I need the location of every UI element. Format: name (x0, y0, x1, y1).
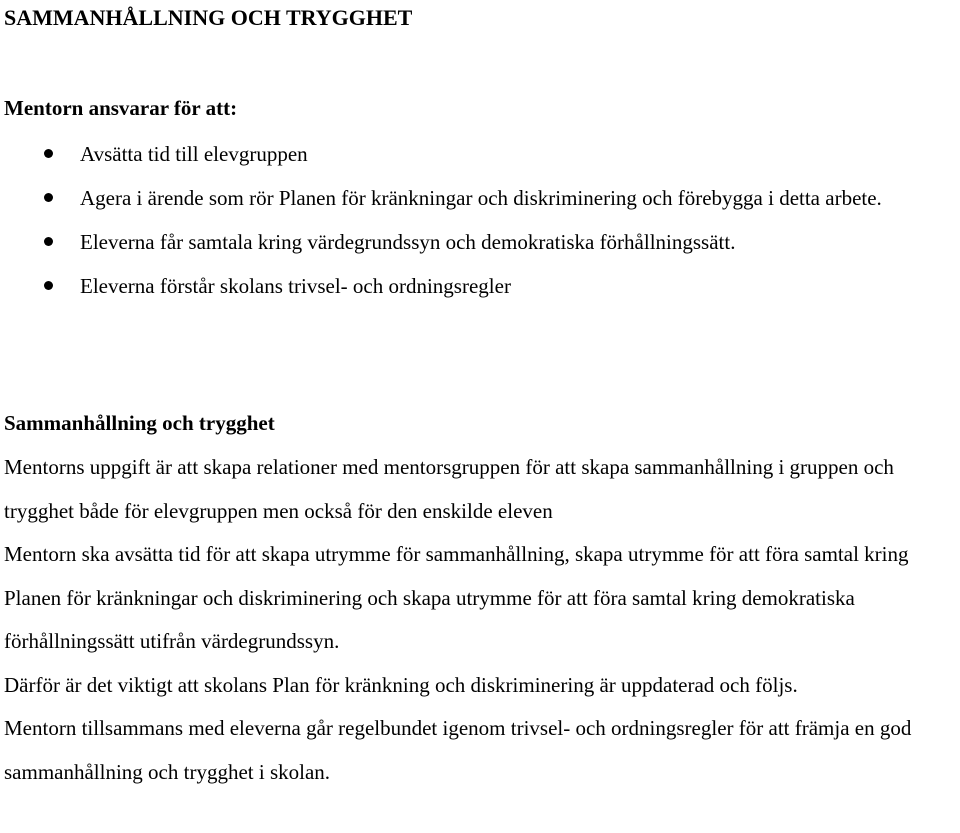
list-item (4, 176, 956, 220)
bullet-icon (44, 193, 53, 202)
bullet-icon (44, 237, 53, 246)
responsibility-heading: Mentorn ansvarar för att: (4, 96, 238, 120)
paragraph: Mentorn tillsammans med eleverna går regelbundet igenom trivsel- och ordningsregler för att främja en god sammanhållning och trygghet i skolan. (4, 716, 912, 784)
list-item (4, 264, 956, 308)
list-item (4, 220, 956, 264)
paragraph: Mentorns uppgift är att skapa relationer med mentorsgruppen för att skapa sammanhållning i gruppen och trygghet både för elevgruppen men också för den enskilde eleven (4, 455, 894, 523)
section-heading: Sammanhållning och trygghet (4, 411, 275, 435)
bullet-icon (44, 281, 53, 290)
list-item-text: Eleverna får samtala kring värdegrundssyn och demokratiska förhållningssätt. (80, 230, 736, 254)
document-title: SAMMANHÅLLNING OCH TRYGGHET (4, 5, 413, 30)
paragraph: Mentorn ska avsätta tid för att skapa utrymme för sammanhållning, skapa utrymme för att föra samtal kring Planen för kränkningar och diskriminering och skapa utrymme för att föra samtal kring demokratiska förhållningssätt utifrån värdegrundssyn. (4, 542, 909, 653)
list-item-text: Avsätta tid till elevgruppen (80, 142, 308, 166)
list-item-text: Eleverna förstår skolans trivsel- och ordningsregler (80, 274, 511, 298)
section-body (4, 446, 956, 794)
paragraph: Därför är det viktigt att skolans Plan för kränkning och diskriminering är uppdaterad och följs. (4, 672, 798, 697)
list-item-text: Agera i ärende som rör Planen för kränkningar och diskriminering och förebygga i detta arbete. (80, 186, 882, 210)
list-item (4, 132, 956, 176)
responsibility-list (4, 132, 956, 308)
bullet-icon (44, 149, 53, 158)
